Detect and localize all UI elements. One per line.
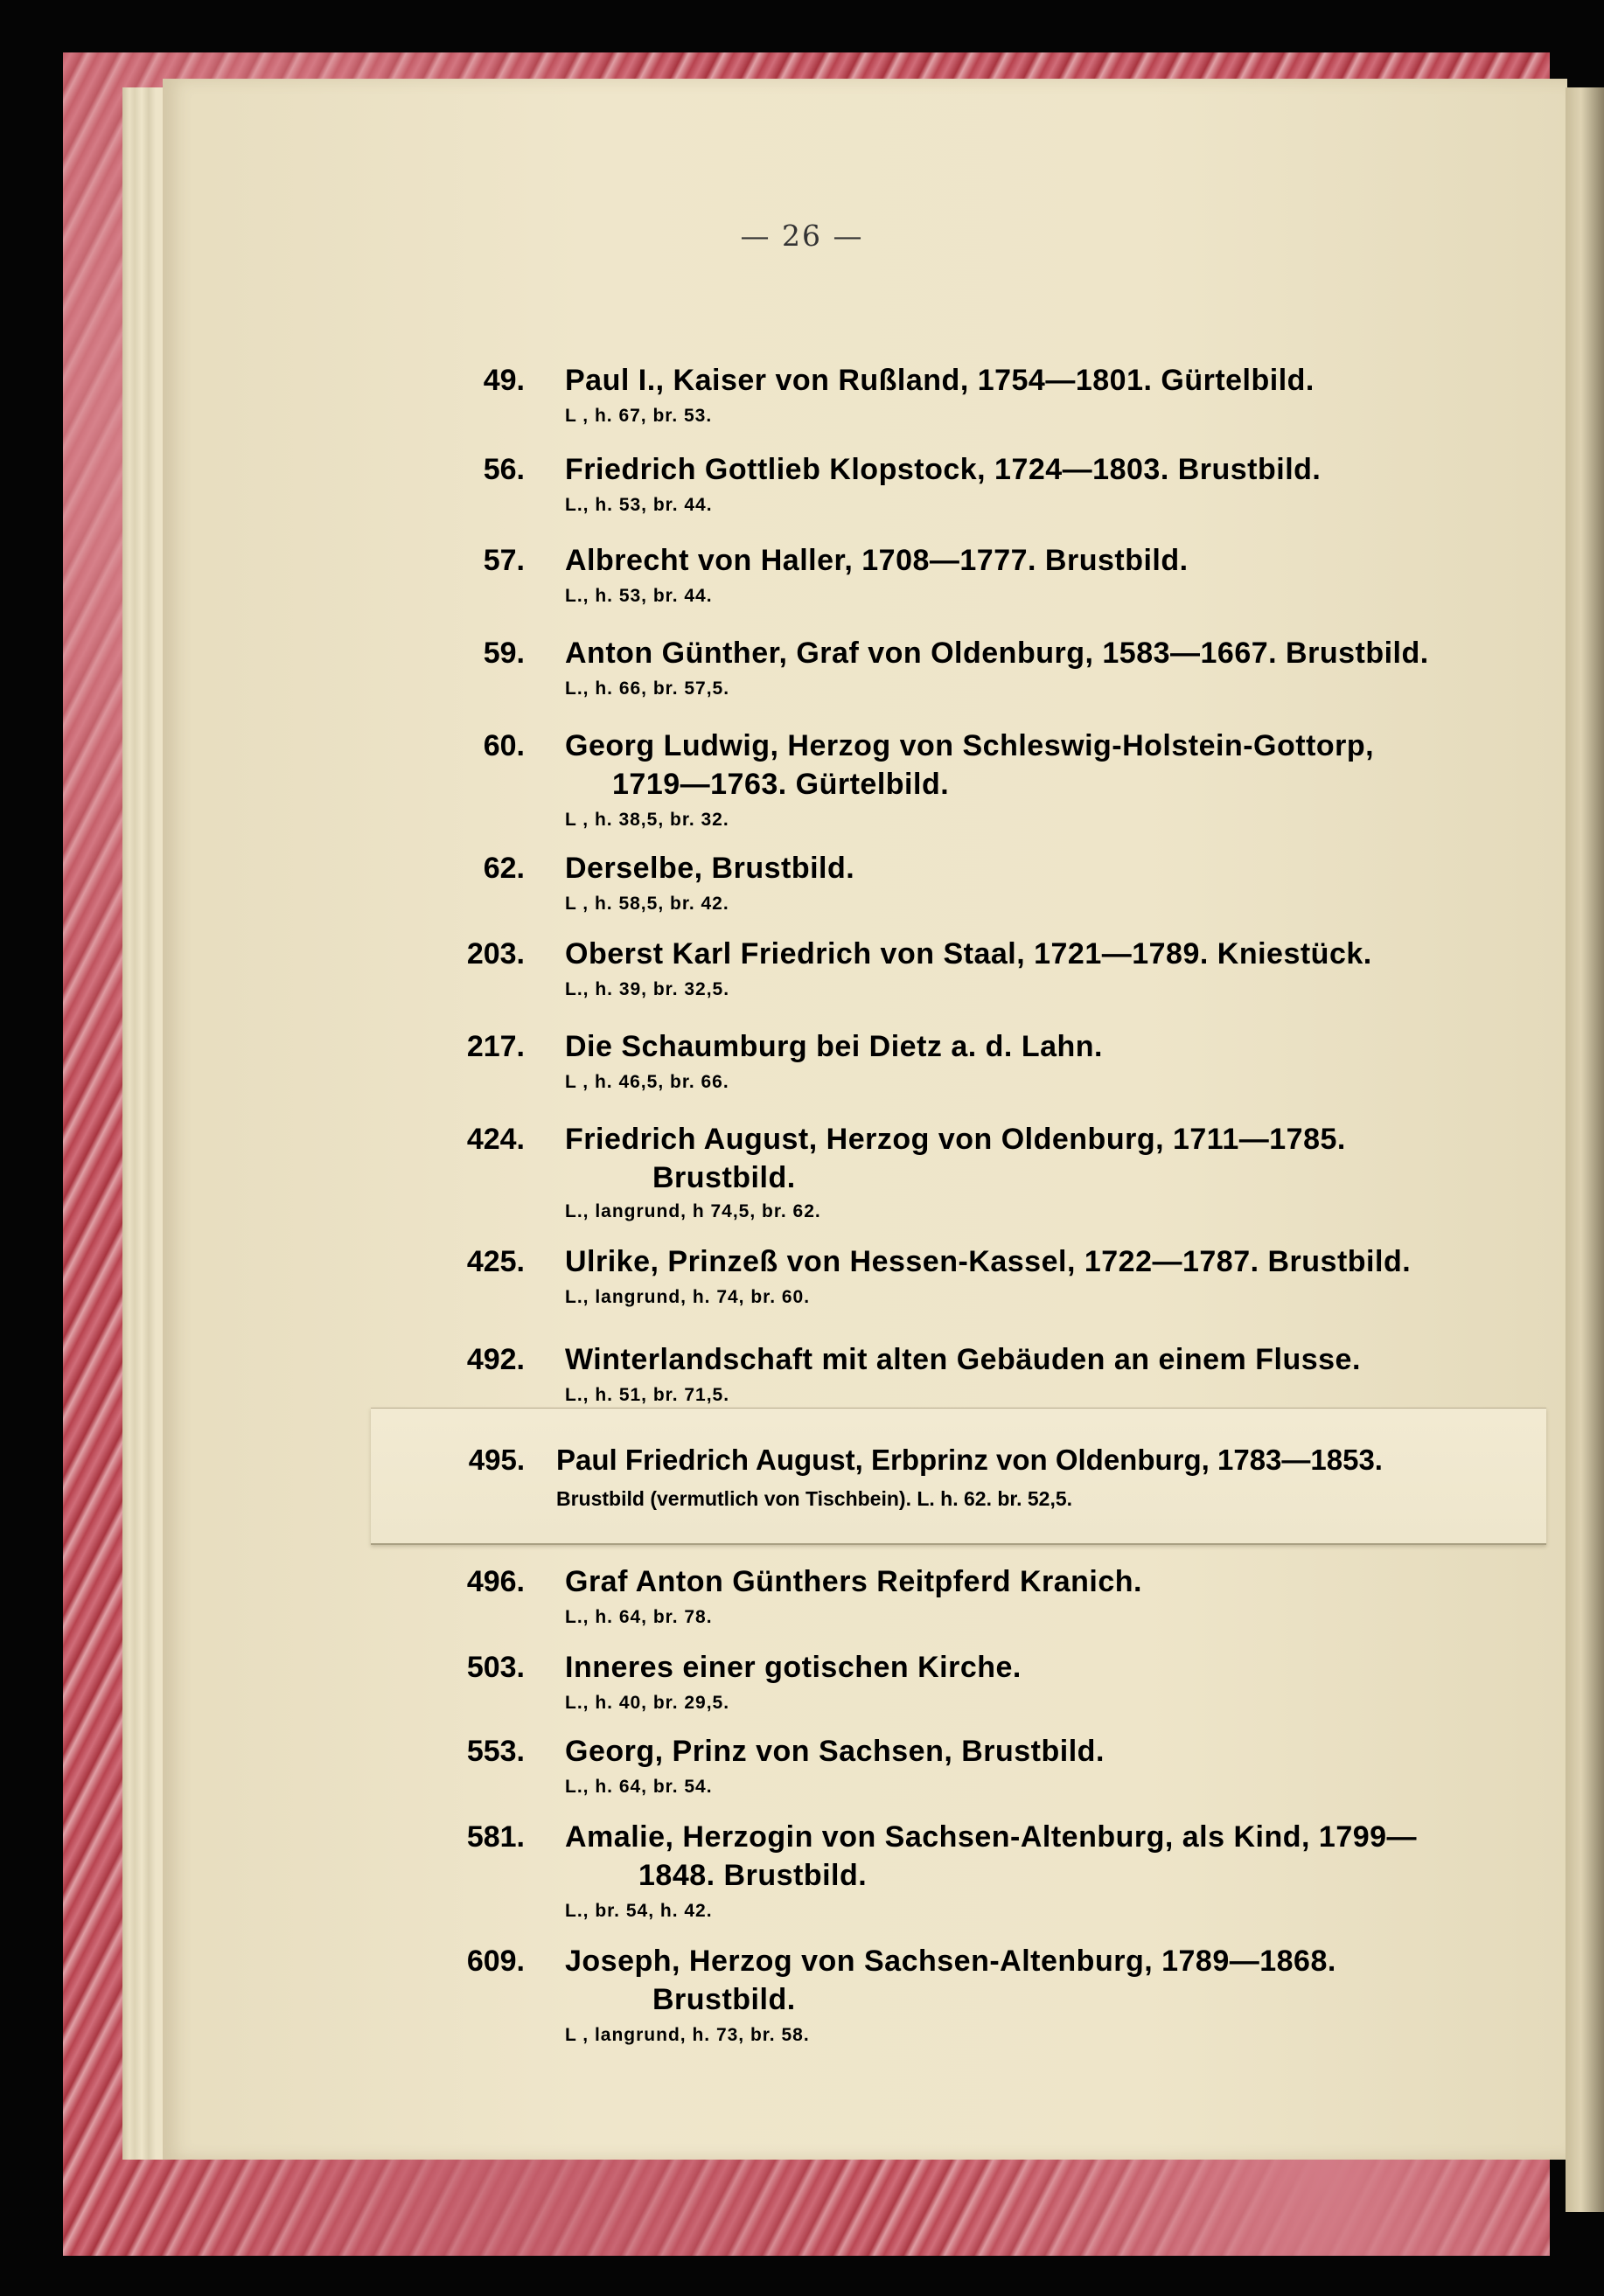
entry-dimensions: L., h. 40, br. 29,5. — [565, 1693, 730, 1713]
facing-page-edge — [1566, 87, 1604, 2212]
entry-number: 503. — [466, 1651, 525, 1684]
entry-title: Graf Anton Günthers Reitpferd Kranich. — [565, 1565, 1143, 1598]
entry-title-continued: Brustbild. — [652, 1983, 796, 2016]
entry-number: 492. — [466, 1343, 525, 1376]
entry-number: 217. — [466, 1030, 525, 1063]
entry-dimensions: L , h. 58,5, br. 42. — [565, 894, 729, 914]
entry-dimensions: L , h. 38,5, br. 32. — [565, 810, 729, 830]
entry-number: 203. — [466, 937, 525, 971]
entry-dimensions: L., h. 53, br. 44. — [565, 495, 713, 515]
entry-number: 425. — [466, 1245, 525, 1278]
entry-title: Friedrich August, Herzog von Oldenburg, 1711—1785. — [565, 1123, 1346, 1156]
entry-dimensions: L , h. 67, br. 53. — [565, 406, 713, 426]
entry-title-continued: Brustbild. — [652, 1161, 796, 1194]
entry-title: Oberst Karl Friedrich von Staal, 1721—1789. Kniestück. — [565, 937, 1372, 971]
entry-title: Albrecht von Haller, 1708—1777. Brustbild. — [565, 544, 1189, 577]
entry-title: Georg, Prinz von Sachsen, Brustbild. — [565, 1735, 1105, 1768]
entry-number: 49. — [483, 364, 525, 397]
entry-title: Derselbe, Brustbild. — [565, 852, 855, 885]
entry-title: Joseph, Herzog von Sachsen-Altenburg, 1789—1868. — [565, 1945, 1336, 1978]
entry-dimensions: L , langrund, h. 73, br. 58. — [565, 2025, 810, 2045]
entry-number: 495. — [468, 1444, 525, 1476]
entry-title-continued: 1848. Brustbild. — [638, 1859, 868, 1892]
entry-dimensions: L., h. 39, br. 32,5. — [565, 979, 730, 999]
pasted-entry-slip — [371, 1408, 1546, 1545]
entry-title: Paul Friedrich August, Erbprinz von Oldenburg, 1783—1853. — [556, 1444, 1383, 1476]
entry-dimensions: L., h. 53, br. 44. — [565, 586, 713, 606]
entry-dimensions: L., h. 51, br. 71,5. — [565, 1385, 730, 1405]
entry-title: Die Schaumburg bei Dietz a. d. Lahn. — [565, 1030, 1103, 1063]
entry-number: 56. — [483, 453, 525, 486]
entry-title: Paul I., Kaiser von Rußland, 1754—1801. Gürtelbild. — [565, 364, 1315, 397]
entry-number: 62. — [483, 852, 525, 885]
entry-title: Winterlandschaft mit alten Gebäuden an einem Flusse. — [565, 1343, 1361, 1376]
entry-number: 609. — [466, 1945, 525, 1978]
entry-number: 60. — [483, 729, 525, 762]
entry-dimensions: L., br. 54, h. 42. — [565, 1901, 713, 1921]
entry-dimensions: L., h. 66, br. 57,5. — [565, 678, 730, 699]
entry-dimensions: L., langrund, h 74,5, br. 62. — [565, 1201, 821, 1221]
entry-title: Inneres einer gotischen Kirche. — [565, 1651, 1022, 1684]
entry-title: Ulrike, Prinzeß von Hessen-Kassel, 1722—1787. Brustbild. — [565, 1245, 1412, 1278]
entry-number: 553. — [466, 1735, 525, 1768]
entry-title: Georg Ludwig, Herzog von Schleswig-Holstein-Gottorp, — [565, 729, 1375, 762]
page-number: — 26 — — [740, 219, 864, 253]
entry-number: 496. — [466, 1565, 525, 1598]
entry-number: 57. — [483, 544, 525, 577]
entry-dimensions: L., h. 64, br. 78. — [565, 1607, 713, 1627]
entry-number: 59. — [483, 637, 525, 670]
entry-title-continued: 1719—1763. Gürtelbild. — [612, 768, 950, 801]
entry-dimensions: L , h. 46,5, br. 66. — [565, 1072, 729, 1092]
entry-dimensions: L., langrund, h. 74, br. 60. — [565, 1287, 811, 1307]
entry-title: Friedrich Gottlieb Klopstock, 1724—1803. Brustbild. — [565, 453, 1322, 486]
entry-dimensions: Brustbild (vermutlich von Tischbein). L. h. 62. br. 52,5. — [556, 1487, 1073, 1510]
entry-dimensions: L., h. 64, br. 54. — [565, 1777, 713, 1797]
entry-title: Amalie, Herzogin von Sachsen-Altenburg, als Kind, 1799— — [565, 1820, 1418, 1854]
entry-number: 424. — [466, 1123, 525, 1156]
entry-title: Anton Günther, Graf von Oldenburg, 1583—1667. Brustbild. — [565, 637, 1429, 670]
entry-number: 581. — [466, 1820, 525, 1854]
